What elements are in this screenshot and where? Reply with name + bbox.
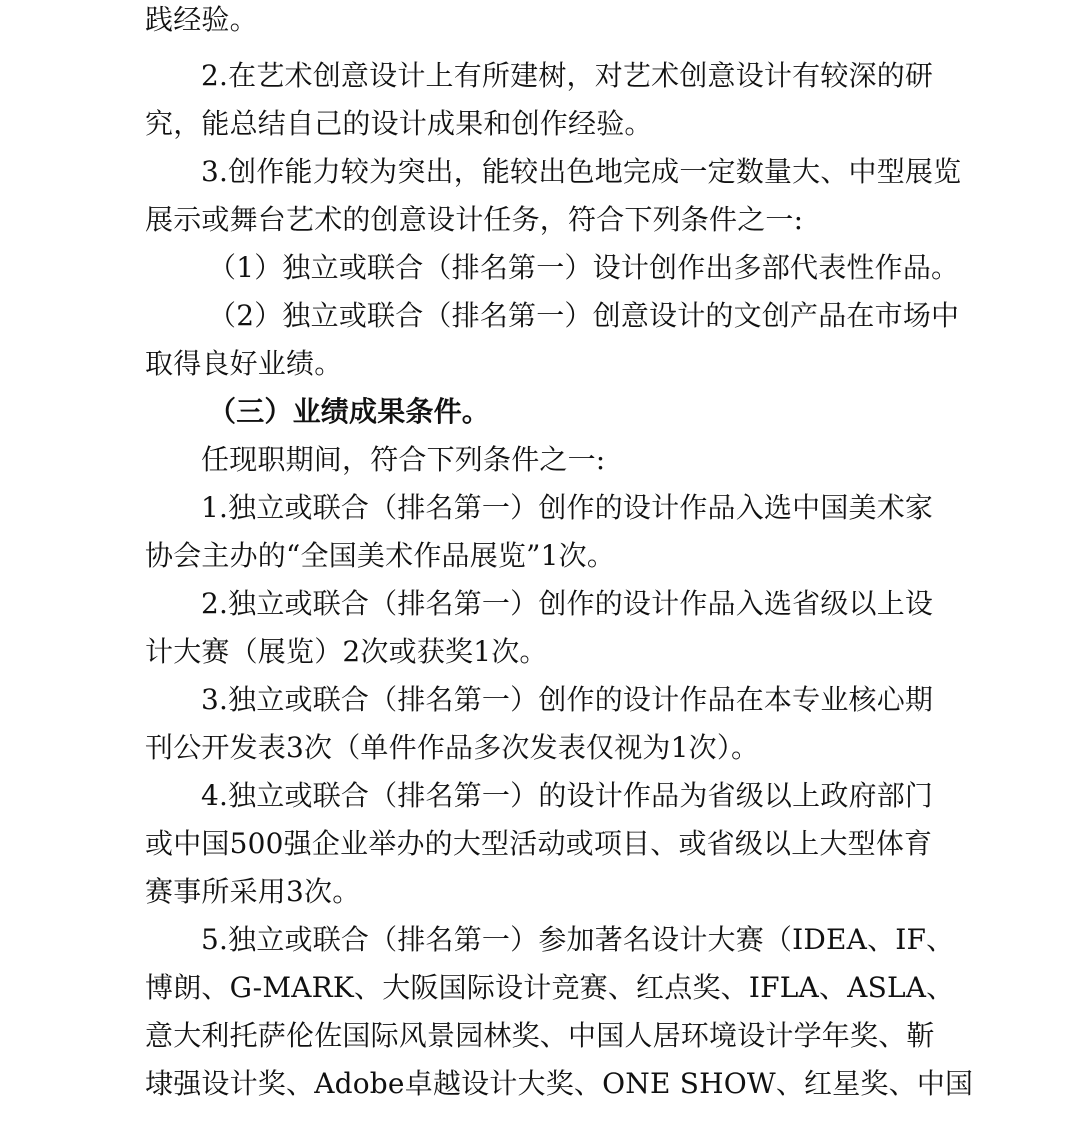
text-line-22: 意大利托萨伦佐国际风景园林奖、中国人居环境设计学年奖、靳	[145, 1019, 935, 1052]
text-line-12: 协会主办的“全国美术作品展览”1次。	[145, 539, 616, 572]
text-line-16: 刊公开发表3次（单件作品多次发表仅视为1次）。	[145, 731, 760, 764]
text-line-10: 任现职期间，符合下列条件之一:	[201, 443, 606, 476]
text-line-19: 赛事所采用3次。	[145, 875, 361, 908]
text-line-21: 博朗、G-MARK、大阪国际设计竞赛、红点奖、IFLA、ASLA、	[145, 971, 955, 1004]
text-line-2: 2.在艺术创意设计上有所建树，对艺术创意设计有较深的研	[201, 59, 934, 92]
text-line-6: （1）独立或联合（排名第一）设计创作出多部代表性作品。	[208, 251, 960, 284]
text-line-23: 埭强设计奖、Adobe卓越设计大奖、ONE SHOW、红星奖、中国	[145, 1067, 974, 1100]
text-line-18: 或中国500强企业举办的大型活动或项目、或省级以上大型体育	[145, 827, 933, 860]
text-line-13: 2.独立或联合（排名第一）创作的设计作品入选省级以上设	[201, 587, 934, 620]
text-line-4: 3.创作能力较为突出，能较出色地完成一定数量大、中型展览	[201, 155, 962, 188]
text-line-14: 计大赛（展览）2次或获奖1次。	[145, 635, 548, 668]
text-line-7: （2）独立或联合（排名第一）创意设计的文创产品在市场中	[208, 299, 960, 332]
text-line-5: 展示或舞台艺术的创意设计任务，符合下列条件之一:	[145, 203, 804, 236]
section-heading: （三）业绩成果条件。	[208, 395, 491, 428]
text-line-3: 究，能总结自己的设计成果和创作经验。	[145, 107, 653, 140]
text-line-11: 1.独立或联合（排名第一）创作的设计作品入选中国美术家	[201, 491, 934, 524]
text-line-8: 取得良好业绩。	[145, 347, 343, 380]
text-line-17: 4.独立或联合（排名第一）的设计作品为省级以上政府部门	[201, 779, 934, 812]
text-line-20: 5.独立或联合（排名第一）参加著名设计大赛（IDEA、IF、	[201, 923, 955, 956]
text-line-15: 3.独立或联合（排名第一）创作的设计作品在本专业核心期	[201, 683, 934, 716]
text-line-1: 践经验。	[145, 3, 258, 36]
